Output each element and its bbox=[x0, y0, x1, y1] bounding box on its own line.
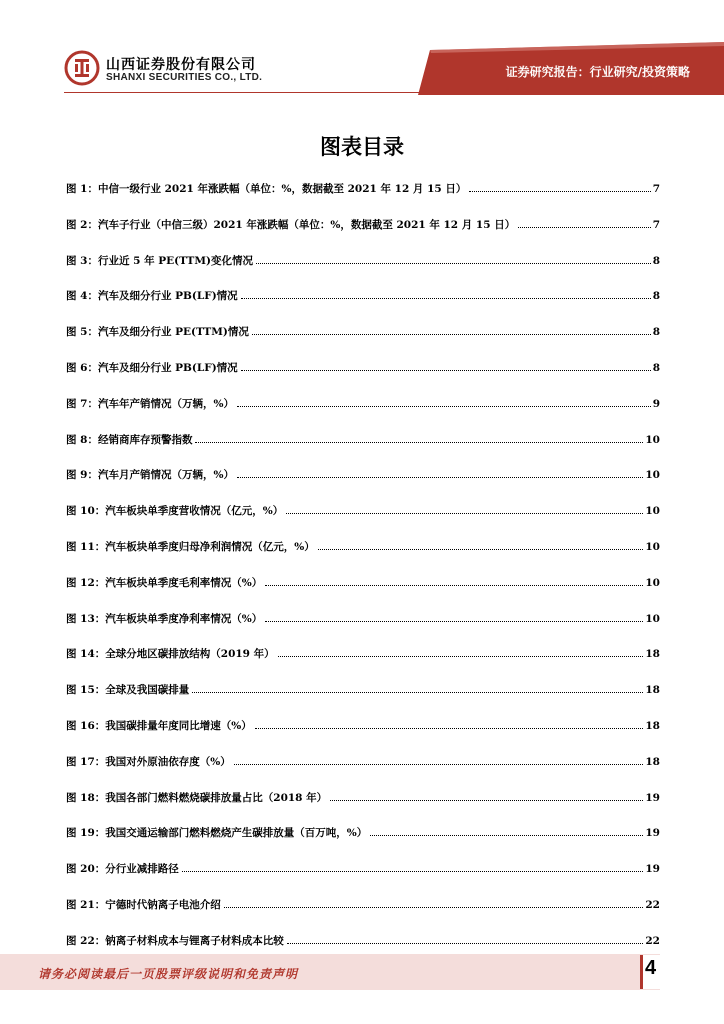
toc-entry[interactable] bbox=[66, 861, 660, 897]
company-name-cn: 山西证券股份有限公司 bbox=[106, 57, 256, 73]
toc-entry[interactable] bbox=[66, 646, 660, 682]
toc-entry-title: 图 21：宁德时代钠离子电池介绍 bbox=[66, 898, 221, 911]
toc-leader bbox=[195, 442, 643, 443]
toc-entry-page: 18 bbox=[645, 755, 660, 768]
toc-entry-title: 图 13：汽车板块单季度净利率情况（%） bbox=[66, 612, 263, 625]
toc-entry-title: 图 6：汽车及细分行业 PB(LF)情况 bbox=[66, 361, 238, 374]
toc-entry-title: 图 14：全球分地区碳排放结构（2019 年） bbox=[66, 648, 275, 661]
toc-leader bbox=[252, 334, 651, 335]
table-of-figures bbox=[66, 181, 660, 969]
toc-entry[interactable] bbox=[66, 718, 660, 754]
toc-leader bbox=[224, 907, 644, 908]
toc-entry[interactable] bbox=[66, 324, 660, 360]
toc-entry-page: 19 bbox=[645, 791, 660, 804]
toc-entry[interactable] bbox=[66, 288, 660, 324]
toc-entry-page: 10 bbox=[645, 576, 660, 589]
toc-entry[interactable] bbox=[66, 360, 660, 396]
toc-leader bbox=[237, 477, 643, 478]
toc-entry-page: 10 bbox=[645, 540, 660, 553]
toc-entry[interactable] bbox=[66, 682, 660, 718]
toc-entry-title: 图 3：行业近 5 年 PE(TTM)变化情况 bbox=[66, 254, 253, 267]
toc-entry-page: 8 bbox=[652, 361, 660, 374]
toc-entry[interactable] bbox=[66, 253, 660, 289]
toc-entry-page: 10 bbox=[645, 469, 660, 482]
toc-entry[interactable] bbox=[66, 575, 660, 611]
toc-entry-title: 图 15：全球及我国碳排量 bbox=[66, 684, 190, 697]
toc-leader bbox=[265, 621, 643, 622]
toc-entry-title: 图 20：分行业减排路径 bbox=[66, 863, 179, 876]
toc-entry[interactable] bbox=[66, 503, 660, 539]
toc-entry-title: 图 17：我国对外原油依存度（%） bbox=[66, 755, 231, 768]
toc-entry-page: 7 bbox=[652, 218, 660, 231]
toc-leader bbox=[256, 263, 651, 264]
toc-entry-title: 图 7：汽车年产销情况（万辆，%） bbox=[66, 397, 234, 410]
toc-entry-title: 图 4：汽车及细分行业 PB(LF)情况 bbox=[66, 290, 238, 303]
toc-entry-page: 19 bbox=[645, 827, 660, 840]
toc-entry-title: 图 10：汽车板块单季度营收情况（亿元，%） bbox=[66, 505, 284, 518]
footer-disclaimer: 请务必阅读最后一页股票评级说明和免责声明 bbox=[38, 967, 299, 981]
toc-entry-title: 图 12：汽车板块单季度毛利率情况（%） bbox=[66, 576, 263, 589]
toc-entry-title: 图 2：汽车子行业（中信三级）2021 年涨跌幅（单位：%，数据截至 2021 年 12 月 15 日） bbox=[66, 218, 516, 231]
toc-entry[interactable] bbox=[66, 790, 660, 826]
page-title: 图表目录 bbox=[320, 135, 404, 159]
toc-leader bbox=[234, 764, 644, 765]
toc-leader bbox=[318, 549, 644, 550]
toc-entry-title: 图 18：我国各部门燃料燃烧碳排放量占比（2018 年） bbox=[66, 791, 328, 804]
toc-entry-page: 22 bbox=[645, 934, 660, 947]
toc-entry-page: 18 bbox=[645, 684, 660, 697]
toc-entry[interactable] bbox=[66, 467, 660, 503]
toc-leader bbox=[278, 656, 644, 657]
toc-entry-page: 10 bbox=[645, 612, 660, 625]
toc-leader bbox=[241, 298, 651, 299]
toc-leader bbox=[330, 800, 643, 801]
page-header bbox=[0, 0, 724, 95]
page-number: 4 bbox=[645, 957, 657, 979]
report-type: 证券研究报告：行业研究/投资策略 bbox=[505, 65, 690, 79]
toc-entry[interactable] bbox=[66, 217, 660, 253]
toc-leader bbox=[370, 835, 643, 836]
toc-entry-page: 9 bbox=[652, 397, 660, 410]
toc-entry[interactable] bbox=[66, 396, 660, 432]
company-name-en: SHANXI SECURITIES CO., LTD. bbox=[106, 72, 263, 83]
toc-entry-title: 图 9：汽车月产销情况（万辆，%） bbox=[66, 469, 234, 482]
toc-entry-title: 图 19：我国交通运输部门燃料燃烧产生碳排放量（百万吨，%） bbox=[66, 827, 368, 840]
company-logo-icon bbox=[64, 50, 100, 86]
toc-entry-title: 图 22：钠离子材料成本与锂离子材料成本比较 bbox=[66, 934, 284, 947]
toc-entry-title: 图 8：经销商库存预警指数 bbox=[66, 433, 193, 446]
toc-entry[interactable] bbox=[66, 611, 660, 647]
toc-entry-page: 8 bbox=[652, 254, 660, 267]
toc-leader bbox=[255, 728, 644, 729]
toc-leader bbox=[192, 692, 643, 693]
header-divider bbox=[64, 92, 662, 93]
toc-entry[interactable] bbox=[66, 432, 660, 468]
toc-entry[interactable] bbox=[66, 825, 660, 861]
toc-entry-page: 18 bbox=[645, 719, 660, 732]
toc-entry-page: 10 bbox=[645, 433, 660, 446]
toc-entry-page: 8 bbox=[652, 290, 660, 303]
toc-leader bbox=[237, 406, 651, 407]
toc-leader bbox=[265, 585, 643, 586]
toc-leader bbox=[469, 191, 650, 192]
toc-leader bbox=[182, 871, 644, 872]
toc-leader bbox=[241, 370, 651, 371]
toc-entry-page: 22 bbox=[645, 898, 660, 911]
toc-entry-page: 19 bbox=[645, 863, 660, 876]
toc-entry-title: 图 5：汽车及细分行业 PE(TTM)情况 bbox=[66, 326, 249, 339]
toc-entry-page: 7 bbox=[652, 183, 660, 195]
toc-leader bbox=[286, 513, 643, 514]
toc-entry-page: 18 bbox=[645, 648, 660, 661]
toc-entry-page: 10 bbox=[645, 505, 660, 518]
toc-leader bbox=[518, 227, 650, 228]
toc-entry[interactable] bbox=[66, 539, 660, 575]
toc-entry[interactable] bbox=[66, 754, 660, 790]
toc-entry-title: 图 1：中信一级行业 2021 年涨跌幅（单位：%，数据截至 2021 年 12 月 15 日） bbox=[66, 183, 467, 195]
toc-entry[interactable] bbox=[66, 897, 660, 933]
toc-leader bbox=[287, 943, 644, 944]
toc-entry-title: 图 11：汽车板块单季度归母净利润情况（亿元，%） bbox=[66, 540, 315, 553]
toc-entry[interactable] bbox=[66, 181, 660, 217]
toc-entry-page: 8 bbox=[652, 326, 660, 339]
toc-entry-title: 图 16：我国碳排量年度同比增速（%） bbox=[66, 719, 252, 732]
